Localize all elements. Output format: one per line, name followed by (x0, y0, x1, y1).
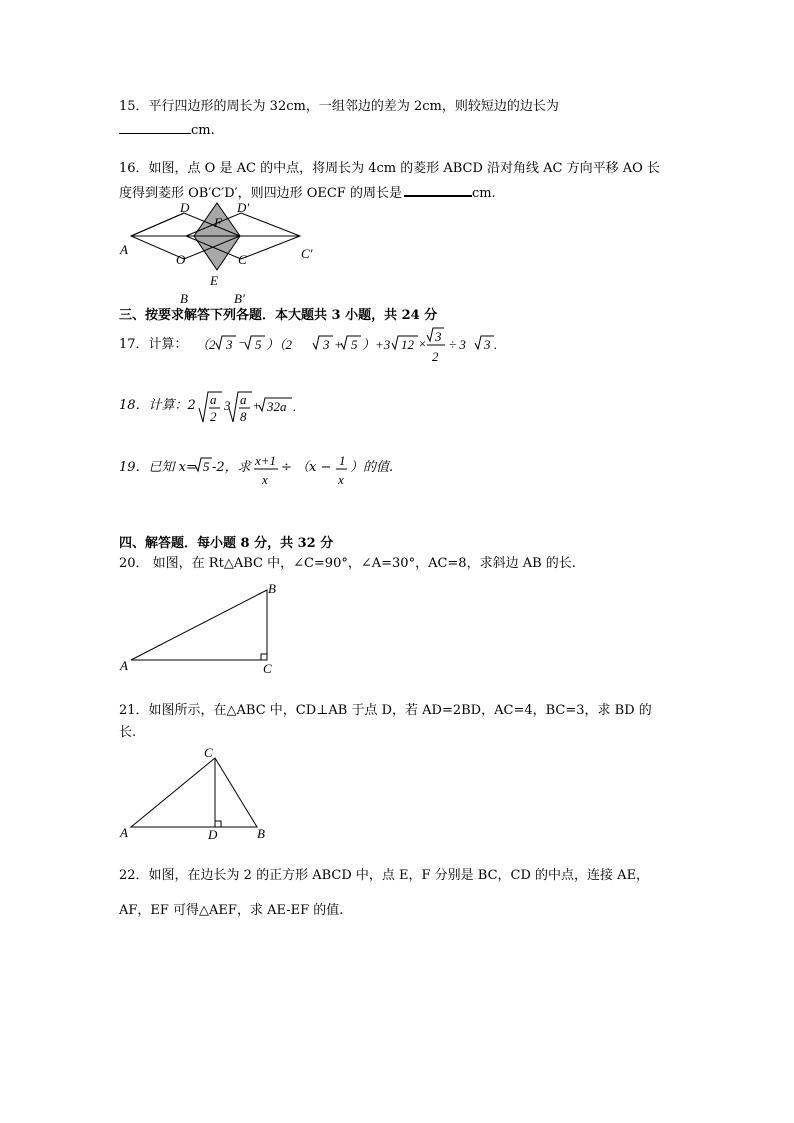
q21-label-d: D (208, 827, 218, 842)
q16-label-e: E (210, 273, 218, 288)
q16-label-b-prime: B′ (234, 291, 245, 306)
q16-line2-text: 度得到菱形 OB′C′D′，则四边形 OECF 的周长是 (119, 186, 402, 201)
q16-text-line1: 16．如图，点 O 是 AC 的中点，将周长为 4cm 的菱形 ABCD 沿对角线 AC 方向平移 AO 长 (119, 161, 660, 176)
q18-end: . (293, 399, 297, 414)
q17-times: × (418, 336, 427, 351)
q22-text-line1: 22．如图，在边长为 2 的正方形 ABCD 中，点 E，F 分别是 BC，CD 的中点，连接 AE， (119, 868, 650, 883)
q17-end: . (494, 337, 498, 352)
section-4-heading: 四、解答题．每小题 8 分，共 32 分 (119, 536, 334, 551)
q18-num-1: a (210, 392, 217, 407)
q18-mid: 3 (224, 398, 231, 413)
q18-radicand: 32a (267, 399, 287, 414)
q19-after: -2，求 (212, 460, 251, 475)
q17-paren-3: ）+3 (362, 337, 391, 352)
q17-frac-den: 2 (432, 349, 439, 364)
q18-plus: + (252, 398, 261, 413)
q18-prefix: 18．计算：2 (119, 398, 196, 413)
q19-frac-num: x+1 (255, 453, 277, 468)
q15-text: 15．平行四边形的周长为 32cm，一组邻边的差为 2cm，则较短边的边长为 (119, 99, 559, 114)
q18-num-2: a (240, 392, 247, 407)
q20-label-c: C (263, 661, 272, 676)
q17-plus: + (334, 337, 343, 352)
q19-frac2-num: 1 (339, 453, 346, 468)
q16-label-d: D (180, 200, 190, 215)
q19-frac-den: x (262, 472, 268, 487)
q16-label-a: A (120, 242, 128, 257)
q19-radicand: 5 (203, 459, 210, 474)
q21-label-a: A (120, 825, 128, 840)
q17-paren-open-1: （2 (196, 337, 216, 352)
q16-label-c: C (238, 252, 247, 267)
q17-radicand-3a: 3 (226, 337, 233, 352)
q17-div: ÷ 3 (449, 337, 466, 352)
q21-triangle (131, 758, 257, 827)
q17-minus: − (238, 335, 247, 350)
q18-den-1: 2 (210, 409, 217, 424)
q15-unit: cm. (191, 123, 215, 138)
q17-radicand-5a: 5 (255, 337, 262, 352)
q17-paren-2: ）（2 (266, 337, 293, 352)
q20-label-b: B (268, 581, 276, 596)
q21-label-c: C (204, 745, 213, 760)
q21-label-b: B (257, 826, 265, 841)
q16-label-d-prime: D′ (237, 200, 250, 215)
q21-text-line2: 长. (119, 725, 137, 740)
q20-label-a: A (120, 658, 128, 673)
q19-div: ÷ （x − (281, 460, 332, 475)
q16-label-f: F (214, 215, 222, 230)
q16-label-o: O (176, 252, 186, 267)
q20-text: 20． 如图，在 Rt△ABC 中，∠C=90°，∠A=30°，AC=8，求斜边 AB 的长. (119, 556, 576, 571)
q19-frac2-den: x (338, 472, 344, 487)
q17-prefix: 17．计算： (119, 337, 188, 352)
q18-den-2: 8 (240, 409, 247, 424)
q17-radicand-3c: 3 (484, 337, 491, 352)
q19-end: ）的值. (350, 460, 394, 475)
section-3-heading: 三、按要求解答下列各题．本大题共 3 小题，共 24 分 (119, 308, 438, 323)
q22-text-line2: AF，EF 可得△AEF，求 AE-EF 的值. (119, 903, 344, 918)
q17-radicand-5b: 5 (351, 337, 358, 352)
q21-text-line1: 21．如图所示，在△ABC 中，CD⊥AB 于点 D，若 AD=2BD，AC=4，BC=3，求 BD 的 (119, 703, 652, 718)
q17-radicand-3b: 3 (323, 337, 330, 352)
q16-label-b: B (180, 291, 188, 306)
q16-unit: cm. (471, 186, 496, 201)
q17-radicand-12: 12 (401, 337, 414, 352)
q19-prefix: 19．已知 x= (119, 460, 197, 475)
q16-label-c-prime: C′ (301, 246, 313, 261)
q17-frac-num: 3 (435, 329, 442, 344)
